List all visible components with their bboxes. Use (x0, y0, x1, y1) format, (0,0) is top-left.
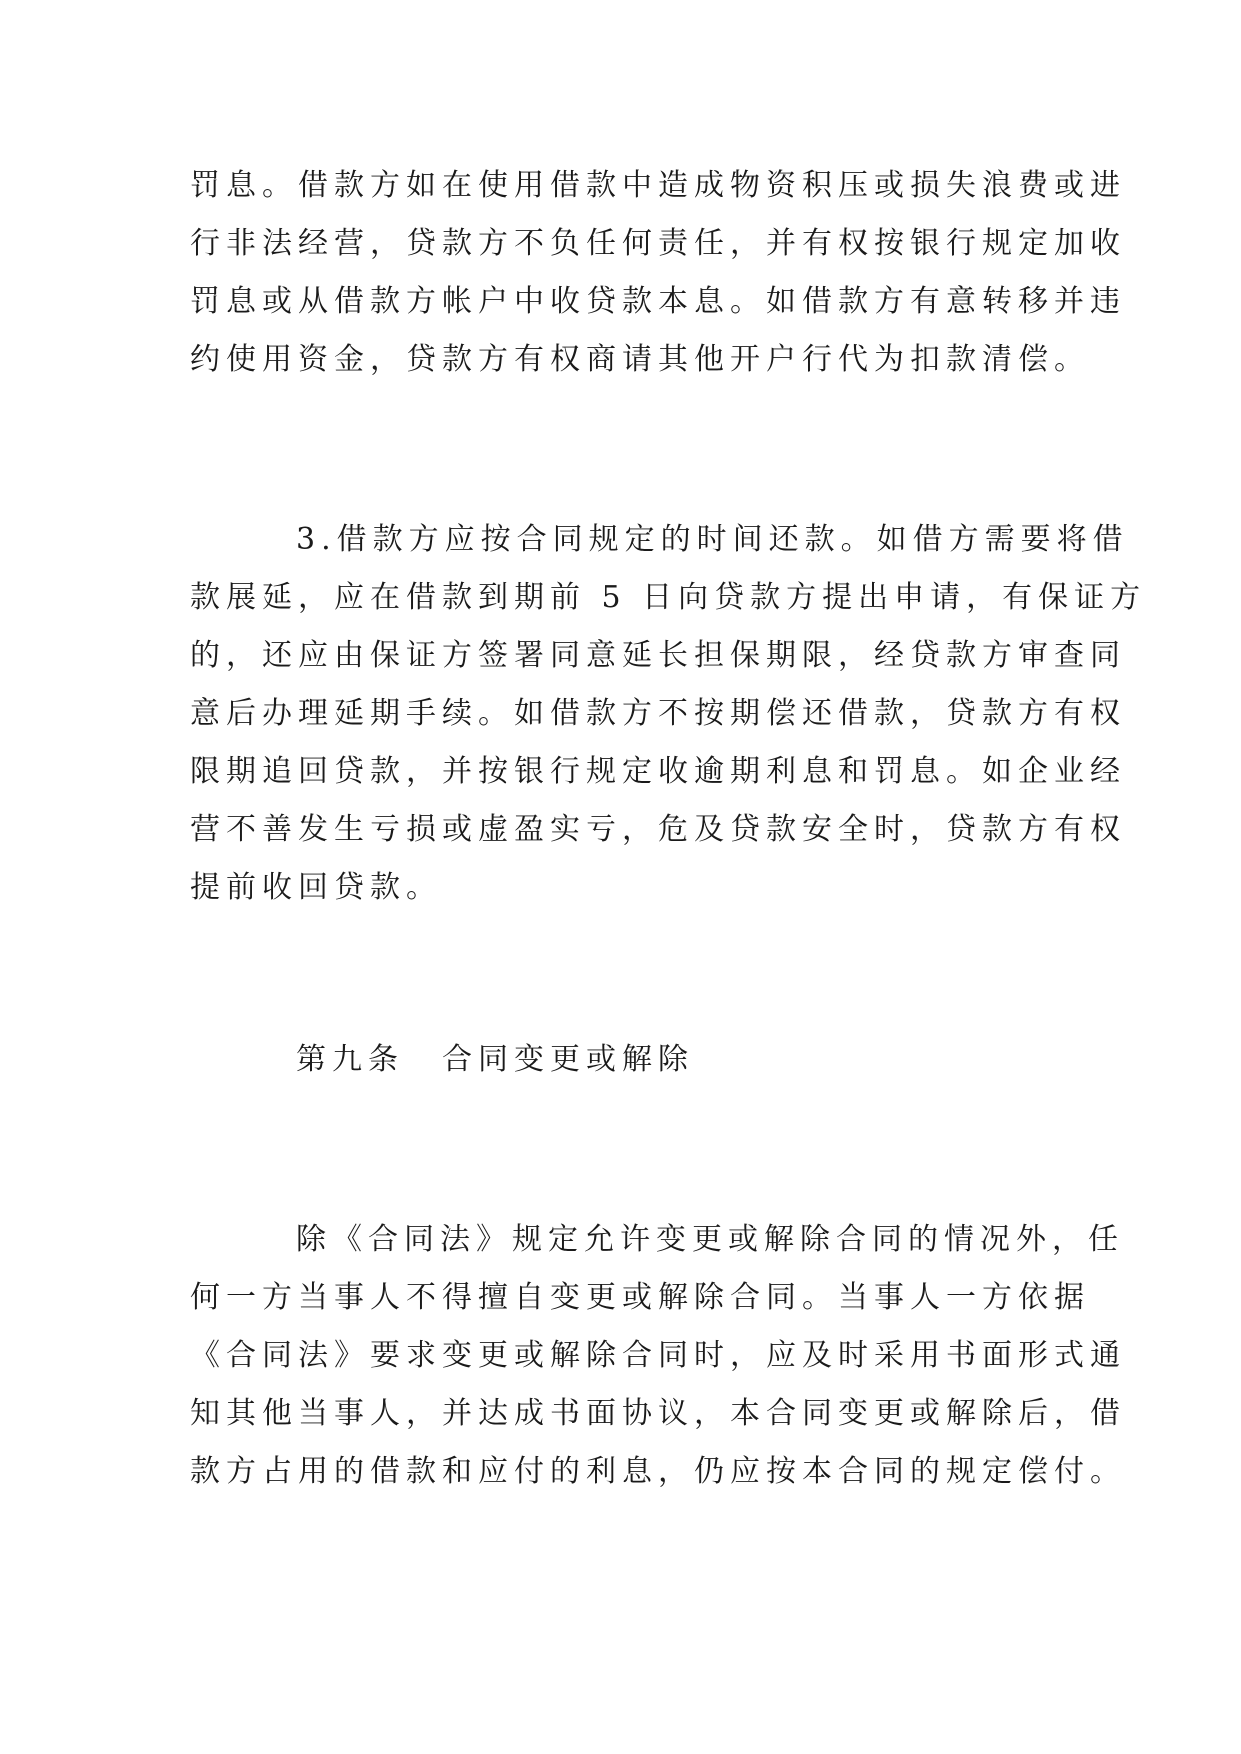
text-line: 限期追回贷款，并按银行规定收逾期利息和罚息。如企业经 (190, 754, 1126, 789)
text-line: 款展延，应在借款到期前 5 日向贷款方提出申请，有保证方 (190, 580, 1147, 615)
article-number: 第九条 (296, 1042, 404, 1077)
text-line: 营不善发生亏损或虚盈实亏，危及贷款安全时，贷款方有权 (190, 812, 1126, 847)
text-line: 何一方当事人不得擅自变更或解除合同。当事人一方依据 (190, 1280, 1090, 1315)
text-line: 罚息。借款方如在使用借款中造成物资积压或损失浪费或进 (190, 168, 1126, 203)
text-line: 罚息或从借款方帐户中收贷款本息。如借款方有意转移并违 (190, 284, 1126, 319)
text-line: 提前收回贷款。 (190, 870, 442, 905)
text-line: 的，还应由保证方签署同意延长担保期限，经贷款方审查同 (190, 638, 1126, 673)
text-line: 知其他当事人，并达成书面协议，本合同变更或解除后，借 (190, 1396, 1126, 1431)
text-line: 《合同法》要求变更或解除合同时，应及时采用书面形式通 (190, 1338, 1126, 1373)
text-line: 行非法经营，贷款方不负任何责任，并有权按银行规定加收 (190, 226, 1126, 261)
article-heading (296, 1040, 694, 1080)
text-line: 3.借款方应按合同规定的时间还款。如借方需要将借 (296, 522, 1129, 557)
text-line: 约使用资金，贷款方有权商请其他开户行代为扣款清偿。 (190, 342, 1090, 377)
text-line: 除《合同法》规定允许变更或解除合同的情况外，任 (296, 1222, 1124, 1257)
article-title: 合同变更或解除 (442, 1042, 694, 1077)
text-line: 意后办理延期手续。如借款方不按期偿还借款，贷款方有权 (190, 696, 1126, 731)
text-line: 款方占用的借款和应付的利息，仍应按本合同的规定偿付。 (190, 1454, 1126, 1489)
